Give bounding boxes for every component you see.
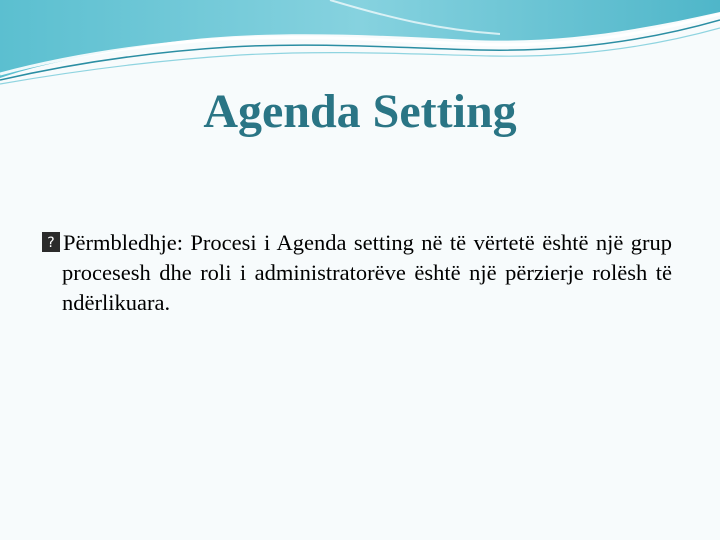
paragraph-text: Përmbledhje: Procesi i Agenda setting në të vërtetë është një grup procesesh dhe roli i administratorëve është një përzierje rolësh të ndërlikuara. <box>62 230 672 315</box>
slide-title: Agenda Setting <box>203 85 517 138</box>
svg-text:?: ? <box>47 235 55 251</box>
slide-body <box>40 228 672 318</box>
bullet-paragraph <box>40 228 672 318</box>
unknown-glyph-bullet-icon <box>40 231 62 253</box>
header-wave-decoration <box>0 0 720 90</box>
